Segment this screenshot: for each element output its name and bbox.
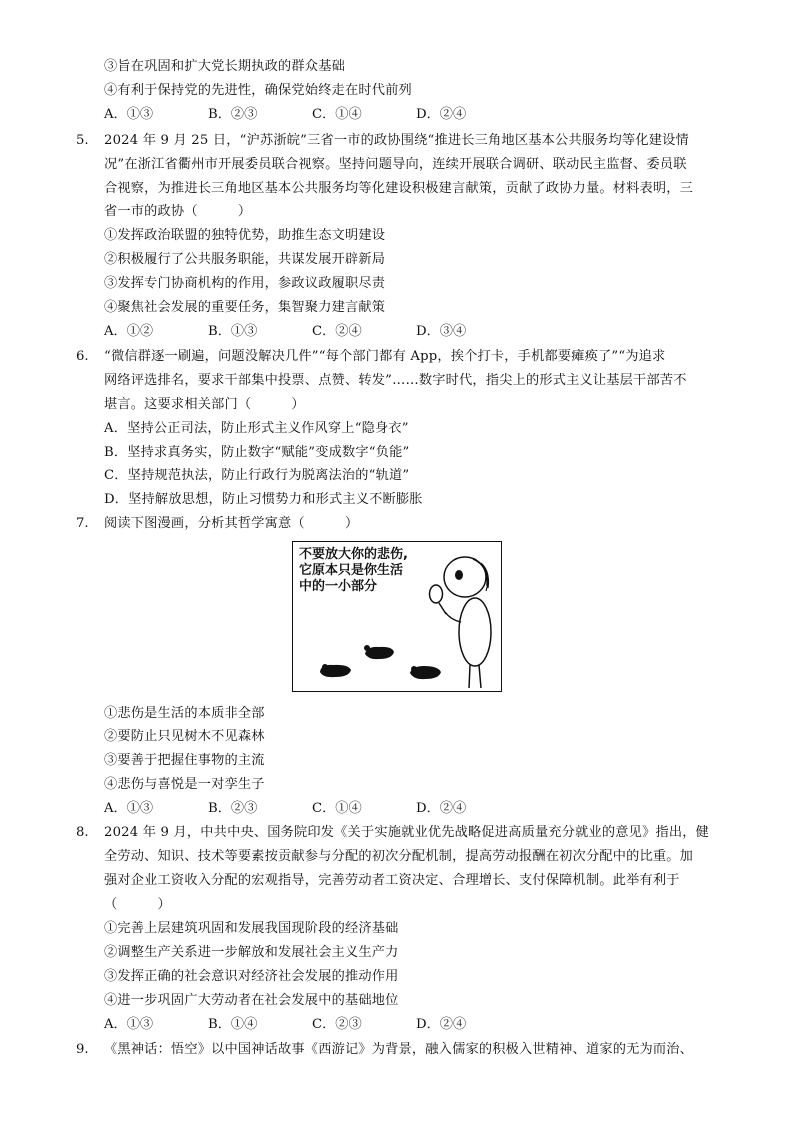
q8-stem-line-4: （ ） <box>104 897 171 912</box>
cartoon-image <box>292 541 502 692</box>
q5-option-b: B．①③ <box>208 324 258 339</box>
figure-body <box>459 598 491 666</box>
q5-item-2: ②积极履行了公共服务职能，共谋发展开辟新局 <box>104 252 386 267</box>
q7-option-d: D．②④ <box>416 801 467 816</box>
cartoon-drawing <box>293 542 501 691</box>
q8-stem-line-2: 全劳动、知识、技术等要素按贡献参与分配的初次分配机制，提高劳动报酬在初次分配中的比重。加 <box>104 849 694 864</box>
magnifying-glass <box>430 585 443 603</box>
q8-number: 8. <box>76 825 89 840</box>
q5-stem-line-3: 合视察，为推进长三角地区基本公共服务均等化建设积极建言献策，贡献了政协力量。材料表明，三 <box>104 181 694 196</box>
q4-option-a: A．①③ <box>104 107 154 122</box>
q5-stem-line-4: 省一市的政协（ ） <box>104 204 252 219</box>
q8-item-1: ①完善上层建筑巩固和发展我国现阶段的经济基础 <box>104 921 399 936</box>
cartoon-caption-line-1: 不要放大你的悲伤, <box>299 547 408 562</box>
q6-option-c: C．坚持规范执法，防止行政行为脱离法治的“轨道” <box>104 468 410 483</box>
q5-option-d: D．③④ <box>416 324 467 339</box>
q8-option-c: C．②③ <box>312 1017 362 1032</box>
q5-item-3: ③发挥专门协商机构的作用，参政议政履职尽责 <box>104 276 386 291</box>
q8-options <box>104 1016 504 1034</box>
q5-stem-line-2: 况”在浙江省衢州市开展委员联合视察。坚持问题导向，连续开展联合调研、联动民主监督、委员联 <box>104 157 687 172</box>
q7-option-c: C．①④ <box>312 801 362 816</box>
cartoon-caption-line-3: 中的一小部分 <box>299 579 378 594</box>
q4-item-3: ③旨在巩固和扩大党长期执政的群众基础 <box>104 59 345 74</box>
q5-number: 5. <box>76 133 89 148</box>
q6-number: 6. <box>76 349 89 364</box>
q4-option-c: C．①④ <box>312 107 362 122</box>
q7-item-1: ①悲伤是生活的本质非全部 <box>104 706 265 721</box>
q5-option-a: A．①② <box>104 324 154 339</box>
q8-item-3: ③发挥正确的社会意识对经济社会发展的推动作用 <box>104 969 399 984</box>
q7-number: 7. <box>76 516 89 531</box>
q6-option-b: B．坚持求真务实，防止数字“赋能”变成数字“负能” <box>104 445 410 460</box>
q8-item-4: ④进一步巩固广大劳动者在社会发展中的基础地位 <box>104 993 399 1008</box>
q4-options <box>104 106 504 124</box>
q5-options <box>104 323 504 341</box>
q7-option-b: B．②③ <box>208 801 258 816</box>
q7-stem: 阅读下图漫画，分析其哲学寓意（ ） <box>104 516 359 531</box>
q8-option-d: D．②④ <box>416 1017 467 1032</box>
q5-item-4: ④聚焦社会发展的重要任务，集智聚力建言献策 <box>104 300 386 315</box>
q5-stem-line-1: 2024 年 9 月 25 日，“沪苏浙皖”三省一市的政协围绕“推进长三角地区基本公共服务均等化建设情 <box>104 133 689 148</box>
q5-item-1: ①发挥政治联盟的独特优势，助推生态文明建设 <box>104 228 386 243</box>
q8-stem-line-3: 强对企业工资收入分配的宏观指导，完善劳动者工资决定、合理增长、支付保障机制。此举有利于 <box>104 873 680 888</box>
q8-item-2: ②调整生产关系进一步解放和发展社会主义生产力 <box>104 945 399 960</box>
q6-stem-line-3: 堪言。这要求相关部门（ ） <box>104 397 305 412</box>
q9-stem-line-1: 《黑神话：悟空》以中国神话故事《西游记》为背景，融入儒家的积极入世精神、道家的无为而治、 <box>104 1042 694 1057</box>
q6-option-a: A．坚持公正司法，防止形式主义作风穿上“隐身衣” <box>104 421 409 436</box>
q7-options <box>104 800 504 818</box>
figure-eye <box>455 570 463 580</box>
q4-option-d: D．②④ <box>416 107 467 122</box>
q5-option-c: C．②④ <box>312 324 362 339</box>
q8-option-b: B．①④ <box>208 1017 258 1032</box>
q7-item-4: ④悲伤与喜悦是一对孪生子 <box>104 777 265 792</box>
q7-option-a: A．①③ <box>104 801 154 816</box>
q8-stem-line-1: 2024 年 9 月，中共中央、国务院印发《关于实施就业优先战略促进高质量充分就业的意见》指出，健 <box>104 825 710 840</box>
cartoon-caption-line-2: 它原本只是你生活 <box>299 563 404 578</box>
q6-option-d: D．坚持解放思想，防止习惯势力和形式主义不断膨胀 <box>104 492 423 507</box>
q9-number: 9. <box>76 1042 89 1057</box>
q7-item-2: ②要防止只见树木不见森林 <box>104 729 265 744</box>
q6-stem-line-2: 网络评选排名，要求干部集中投票、点赞、转发”……数字时代，指尖上的形式主义让基层干部苦不 <box>104 373 687 388</box>
q7-item-3: ③要善于把握住事物的主流 <box>104 753 265 768</box>
q8-option-a: A．①③ <box>104 1017 154 1032</box>
q4-item-4: ④有利于保持党的先进性，确保党始终走在时代前列 <box>104 83 412 98</box>
q4-option-b: B．②③ <box>208 107 258 122</box>
q6-stem-line-1: “微信群逐一刷遍，问题没解决几件”“每个部门都有 App，挨个打卡，手机都要瘫痪了”“为追求 <box>104 349 666 364</box>
